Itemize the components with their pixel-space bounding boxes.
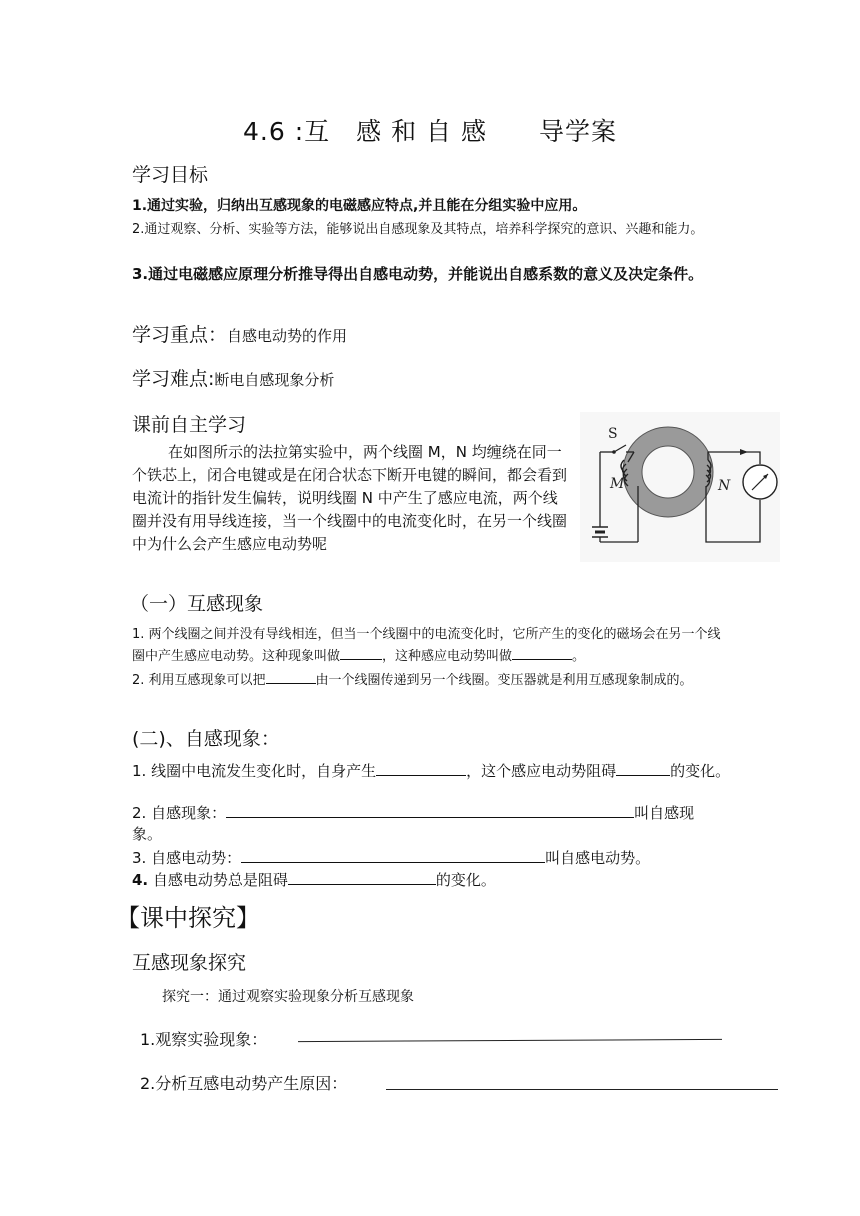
- mutual-heading: （一）互感现象: [130, 593, 264, 615]
- mutual-blank-1[interactable]: [340, 645, 382, 660]
- self-item-4-text-a: 自感电动势总是阻碍: [148, 871, 288, 889]
- self-item-3: [132, 848, 732, 869]
- mutual-blank-2[interactable]: [512, 645, 572, 660]
- inquiry-heading: 【课中探究】: [116, 904, 260, 932]
- mutual-item-2-text-b: 由一个线圈传递到另一个线圈。变压器就是利用互感现象制成的。: [315, 673, 693, 688]
- key-point-text: 自感电动势的作用: [227, 327, 348, 345]
- faraday-figure: [580, 412, 780, 562]
- self-item-2-text-b: 叫自感现: [634, 804, 695, 822]
- mutual-item-2-text-a: 2. 利用互感现象可以把: [132, 673, 266, 688]
- mutual-item-1-text-a: 1. 两个线圈之间并没有导线相连，但当一个线圈中的电流变化时，它所产生的变化的磁场会在另一个线圈中产生感应电动势。这种现象叫做: [132, 627, 721, 664]
- switch-pivot: [612, 450, 616, 454]
- switch-label: S: [608, 426, 618, 442]
- difficulty-label: 学习难点:: [132, 368, 215, 390]
- self-item-2: [132, 803, 732, 845]
- mutual-blank-3[interactable]: [266, 669, 316, 684]
- mutual-item-2: [132, 669, 732, 691]
- self-item-1-text-b: ，这个感应电动势阻碍: [466, 762, 617, 780]
- page-title: 4.6 :互 感 和 自 感 导学案: [243, 117, 617, 146]
- self-item-3-text-a: 3. 自感电动势：: [132, 849, 242, 867]
- self-item-1-text-c: 的变化。: [670, 762, 731, 780]
- self-item-4-text-b: 的变化。: [435, 871, 496, 889]
- self-item-1-text-a: 1. 线圈中电流发生变化时，自身产生: [132, 762, 377, 780]
- question-2-answer-line[interactable]: [386, 1089, 778, 1090]
- objective-item-2: 2.通过观察、分析、实验等方法，能够说出自感现象及其特点，培养科学探究的意识、兴趣和能力。: [132, 222, 704, 237]
- preview-paragraph: 在如图所示的法拉第实验中，两个线圈 M，N 均缠绕在同一个铁芯上，闭合电键或是在闭合状态下断开电键的瞬间，都会看到电流计的指针发生偏转，说明线圈 N 中产生了感应电流，两个线圈并没有用导线连接，当一个线圈中的电流变化时，在另一个线圈中为什么会产生感应电动势呢: [132, 443, 568, 553]
- self-item-4-num: 4.: [132, 871, 149, 889]
- coil-n-label: N: [718, 478, 731, 494]
- difficulty-text: 断电自感现象分析: [214, 371, 335, 389]
- question-1-answer-line[interactable]: [298, 1039, 722, 1042]
- mutual-item-1-text-b: ，这种感应电动势叫做: [382, 649, 513, 664]
- self-blank-4[interactable]: [241, 848, 545, 863]
- self-item-2-text-a: 2. 自感现象：: [132, 804, 227, 822]
- coil-m-label: M: [610, 476, 625, 492]
- self-item-2-text-c: 象。: [132, 825, 163, 843]
- iron-core-hole: [642, 446, 694, 498]
- self-blank-2[interactable]: [616, 761, 670, 776]
- self-blank-1[interactable]: [376, 761, 466, 776]
- inquiry-task: 探究一：通过观察实验现象分析互感现象: [162, 989, 414, 1005]
- key-point: [132, 320, 347, 347]
- self-blank-3[interactable]: [226, 803, 634, 818]
- key-point-label: 学习重点：: [132, 324, 228, 346]
- objectives-heading: 学习目标: [132, 164, 209, 186]
- objective-item-1: 1.通过实验，归纳出互感现象的电磁感应特点,并且能在分组实验中应用。: [132, 198, 587, 214]
- question-1-label: 1.观察实验现象：: [140, 1030, 268, 1049]
- mutual-item-1-text-c: 。: [572, 649, 586, 664]
- self-item-4: [132, 870, 732, 891]
- preview-heading: 课前自主学习: [132, 414, 247, 436]
- self-item-1: [132, 761, 732, 782]
- objective-item-3: 3.通过电磁感应原理分析推导得出自感电动势，并能说出自感系数的意义及决定条件。: [132, 265, 704, 283]
- self-item-3-text-b: 叫自感电动势。: [545, 849, 651, 867]
- self-blank-5[interactable]: [288, 870, 436, 885]
- difficulty: [132, 364, 334, 391]
- inquiry-subheading: 互感现象探究: [132, 952, 247, 974]
- question-2-label: 2.分析互感电动势产生原因：: [140, 1074, 348, 1093]
- mutual-item-1: [132, 625, 732, 667]
- self-heading: (二)、自感现象：: [132, 728, 280, 750]
